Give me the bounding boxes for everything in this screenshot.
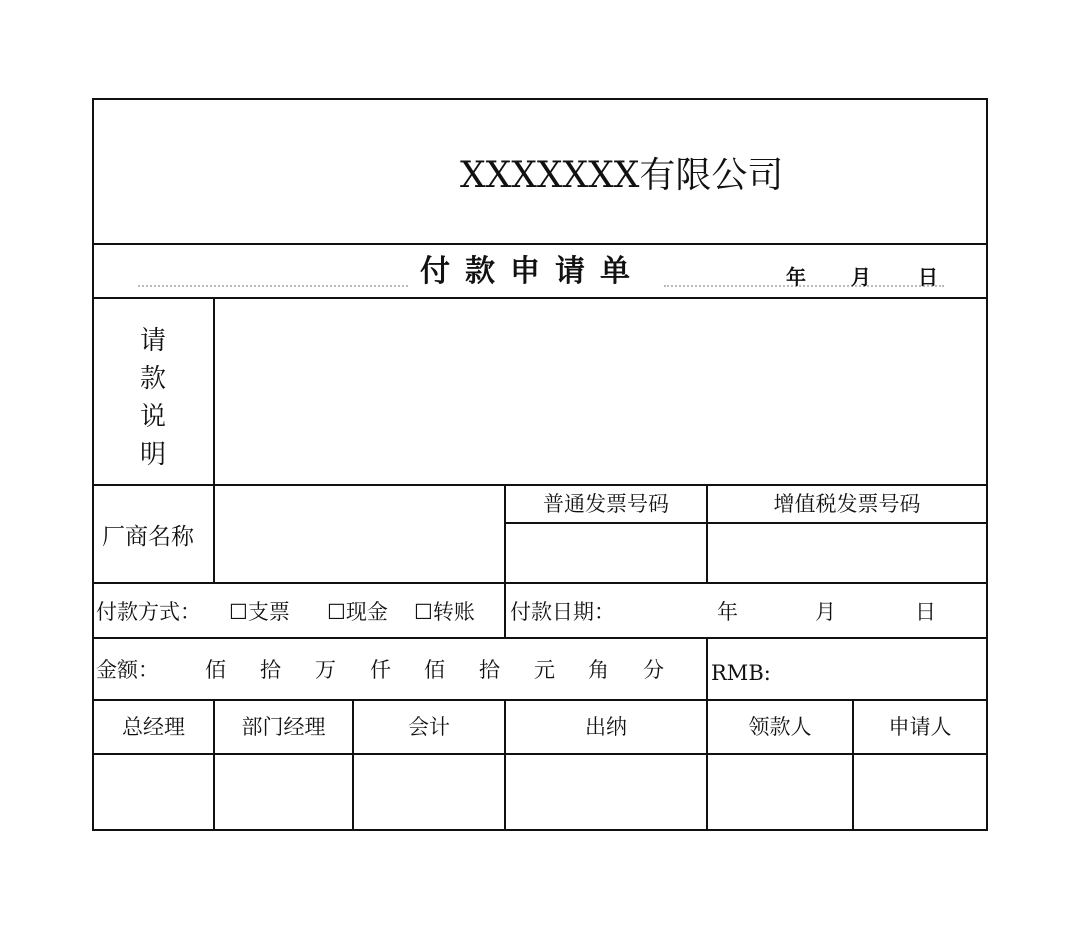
- header-year-label: 年: [786, 265, 806, 289]
- amount-unit-hundred-thousand: 佰: [205, 658, 226, 682]
- signature-header-recipient: 领款人: [748, 715, 812, 739]
- border-right: [986, 98, 988, 831]
- divider-description: [92, 484, 988, 486]
- divider-payment: [92, 637, 988, 639]
- divider-invoice-header: [505, 522, 988, 524]
- amount-label: 金额：: [96, 658, 159, 682]
- signature-header-cashier: 出纳: [585, 715, 627, 739]
- signature-header-department-manager: 部门经理: [241, 715, 326, 739]
- amount-unit-ten-thousand-ten: 拾: [260, 658, 281, 682]
- amount-unit-hundred: 佰: [424, 658, 445, 682]
- payment-request-form: [92, 98, 988, 831]
- description-field[interactable]: [216, 300, 984, 482]
- payment-month-label: 月: [815, 600, 836, 624]
- payment-option-cash[interactable]: ☐现金: [327, 600, 388, 624]
- header-month-label: 月: [851, 265, 871, 289]
- signature-field-general-manager[interactable]: [95, 756, 212, 828]
- payment-date-label: 付款日期：: [510, 600, 615, 624]
- header-day-label: 日: [918, 265, 938, 289]
- payment-method-label: 付款方式：: [96, 600, 201, 624]
- vendor-label: 厂商名称: [102, 524, 194, 550]
- signature-field-recipient[interactable]: [709, 756, 851, 828]
- description-label-char: 明: [139, 440, 166, 470]
- signature-field-cashier[interactable]: [507, 756, 705, 828]
- rmb-label: RMB:: [711, 661, 771, 685]
- signature-header-applicant: 申请人: [888, 715, 952, 739]
- signature-header-general-manager: 总经理: [122, 715, 185, 739]
- signature-header-accountant: 会计: [408, 715, 450, 739]
- payment-option-transfer[interactable]: ☐转账: [414, 600, 475, 624]
- description-label: [92, 322, 214, 474]
- signature-field-accountant[interactable]: [355, 756, 503, 828]
- payment-option-check[interactable]: ☐支票: [229, 600, 290, 624]
- dotted-rule-left: [138, 285, 408, 287]
- divider-rmb: [706, 637, 708, 701]
- description-label-char: 款: [139, 364, 166, 394]
- divider-subtitle: [92, 297, 988, 299]
- amount-unit-yuan: 元: [534, 658, 555, 682]
- ordinary-invoice-label: 普通发票号码: [543, 492, 669, 516]
- amount-unit-ten: 拾: [479, 658, 500, 682]
- border-top: [92, 98, 988, 100]
- company-name: XXXXXXX有限公司: [460, 155, 784, 196]
- amount-unit-thousand: 仟: [370, 658, 391, 682]
- ordinary-invoice-field[interactable]: [507, 525, 704, 580]
- vat-invoice-field[interactable]: [709, 525, 984, 580]
- payment-day-label: 日: [915, 600, 936, 624]
- divider-title: [92, 243, 988, 245]
- signature-field-department-manager[interactable]: [216, 756, 351, 828]
- description-label-char: 请: [139, 326, 166, 356]
- signature-field-applicant[interactable]: [855, 756, 985, 828]
- vendor-field[interactable]: [216, 487, 502, 580]
- form-title: 付款申请单: [420, 254, 645, 289]
- amount-unit-jiao: 角: [588, 658, 609, 682]
- amount-unit-ten-thousand: 万: [315, 658, 336, 682]
- payment-year-label: 年: [717, 600, 738, 624]
- vat-invoice-label: 增值税发票号码: [773, 492, 921, 516]
- description-label-char: 说: [139, 402, 166, 432]
- divider-vendor: [92, 582, 988, 584]
- amount-unit-fen: 分: [643, 658, 664, 682]
